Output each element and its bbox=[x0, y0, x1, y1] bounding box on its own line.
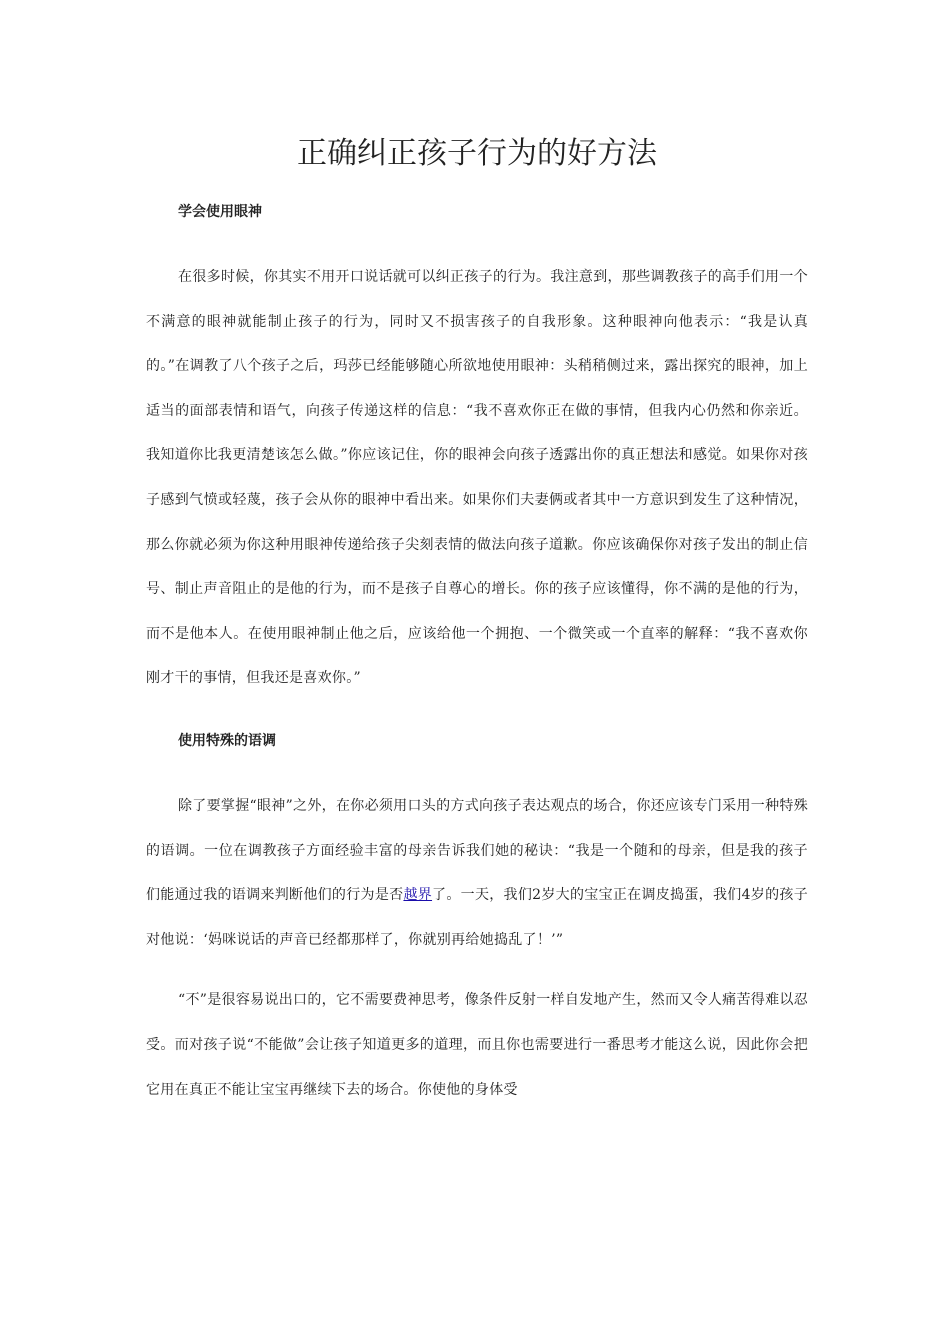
section-paragraph-tone-of-voice bbox=[146, 784, 808, 962]
document-page bbox=[146, 120, 808, 1112]
final-paragraph: “不”是很容易说出口的，它不需要费神思考，像条件反射一样自发地产生，然而又令人痛苦得难以忍受。而对孩子说“不能做”会让孩子知道更多的道理，而且你也需要进行一番思考才能这么说，因此你会把它用在真正不能让宝宝再继续下去的场合。你使他的身体受 bbox=[146, 992, 808, 1098]
paragraph-text-after-link: 了。一天，我们2岁大的宝宝正在调皮捣蛋，我们4岁的孩子对他说：‘妈咪说话的声音已经都那样了，你就别再给她捣乱了！’” bbox=[146, 887, 808, 948]
section-heading-tone-of-voice: 使用特殊的语调 bbox=[178, 732, 276, 749]
section-paragraph-eye-contact: 在很多时候，你其实不用开口说话就可以纠正孩子的行为。我注意到，那些调教孩子的高手们用一个不满意的眼神就能制止孩子的行为，同时又不损害孩子的自我形象。这种眼神向他表示：“我是认真的。”在调教了八个孩子之后，玛莎已经能够随心所欲地使用眼神：头稍稍侧过来，露出探究的眼神，加上适当的面部表情和语气，向孩子传递这样的信息：“我不喜欢你正在做的事情，但我内心仍然和你亲近。我知道你比我更清楚该怎么做。”你应该记住，你的眼神会向孩子透露出你的真正想法和感觉。如果你对孩子感到气愤或轻蔑，孩子会从你的眼神中看出来。如果你们夫妻俩或者其中一方意识到发生了这种情况，那么你就必须为你这种用眼神传递给孩子尖刻表情的做法向孩子道歉。你应该确保你对孩子发出的制止信号、制止声音阻止的是他的行为，而不是孩子自尊心的增长。你的孩子应该懂得，你不满的是他的行为，而不是他本人。在使用眼神制止他之后，应该给他一个拥抱、一个微笑或一个直率的解释：“我不喜欢你刚才干的事情，但我还是喜欢你。” bbox=[146, 269, 808, 687]
section-heading-eye-contact: 学会使用眼神 bbox=[178, 204, 262, 220]
crossing-line-link[interactable]: 越界 bbox=[403, 887, 433, 904]
document-title: 正确纠正孩子行为的好方法 bbox=[297, 136, 657, 171]
paragraph-text-before-link: 除了要掌握“眼神”之外，在你必须用口头的方式向孩子表达观点的场合，你还应该专门采用一种特殊的语调。一位在调教孩子方面经验丰富的母亲告诉我们她的秘诀：“我是一个随和的母亲，但是我的孩子们能通过我的语调来判断他们的行为是否 bbox=[146, 797, 808, 904]
